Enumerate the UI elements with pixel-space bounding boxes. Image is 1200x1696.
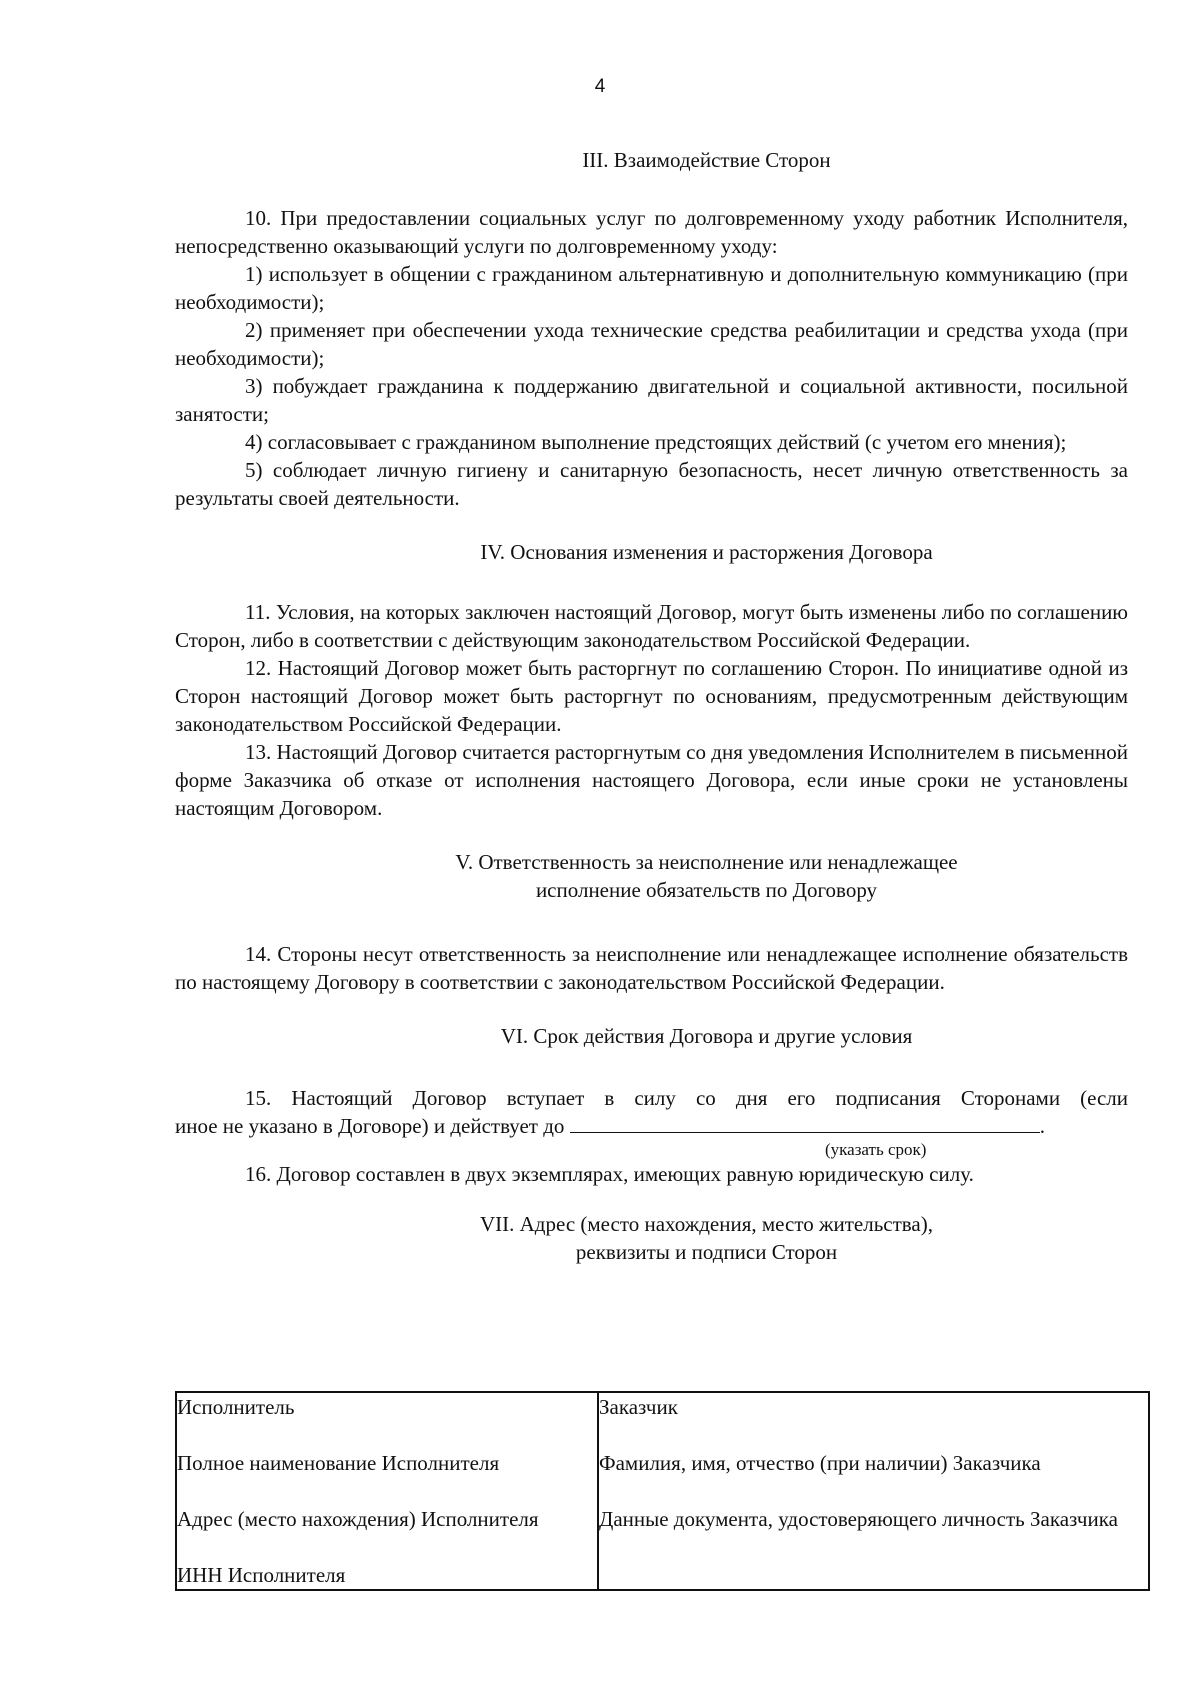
clause-10-item-1: 1) использует в общении с гражданином альтернативную и дополнительную коммуникацию (при необходимости); <box>175 262 1128 314</box>
term-hint: (указать срок) <box>825 1140 927 1159</box>
clause-15-period: . <box>1039 1114 1045 1138</box>
customer-document: Данные документа, удостоверяющего личность Заказчика <box>599 1507 1118 1531</box>
document-body <box>175 146 1128 1296</box>
clause-16: 16. Договор составлен в двух экземплярах, имеющих равную юридическую силу. <box>245 1162 974 1186</box>
clause-11: 11. Условия, на которых заключен настоящий Договор, могут быть изменены либо по соглашению Сторон, либо в соответствии с действующим законодательством Российской Федерации. <box>175 600 1128 652</box>
customer-full-name: Фамилия, имя, отчество (при наличии) Заказчика <box>599 1451 1041 1475</box>
section-3-title: III. Взаимодействие Сторон <box>582 148 831 172</box>
page-number: 4 <box>594 76 606 97</box>
clause-10-item-5: 5) соблюдает личную гигиену и санитарную безопасность, несет личную ответственность за результаты своей деятельности. <box>175 458 1128 510</box>
customer-header: Заказчик <box>599 1395 678 1419</box>
clause-14: 14. Стороны несут ответственность за неисполнение или ненадлежащее исполнение обязательств по настоящему Договору в соответствии с законодательством Российской Федерации. <box>175 942 1128 994</box>
section-5-title-line-1: V. Ответственность за неисполнение или ненадлежащее <box>455 850 958 874</box>
section-7-title-line-1: VII. Адрес (место нахождения, место жительства), <box>479 1212 933 1236</box>
customer-column <box>598 1392 1149 1590</box>
term-fill-line[interactable] <box>570 1112 1040 1133</box>
clause-15-line-2-text: иное не указано в Договоре) и действует до <box>175 1114 565 1138</box>
section-5-title-line-2: исполнение обязательств по Договору <box>535 878 878 902</box>
executor-address: Адрес (место нахождения) Исполнителя <box>177 1507 539 1531</box>
executor-inn: ИНН Исполнителя <box>177 1563 346 1587</box>
clause-10-item-3: 3) побуждает гражданина к поддержанию двигательной и социальной активности, посильной занятости; <box>175 374 1128 426</box>
executor-column <box>176 1392 598 1590</box>
clause-10-item-4: 4) согласовывает с гражданином выполнение предстоящих действий (с учетом его мнения); <box>245 430 1067 454</box>
clause-12: 12. Настоящий Договор может быть расторгнут по соглашению Сторон. По инициативе одной из Сторон настоящий Договор может быть расторгнут по основаниям, предусмотренным действующим законодательством Российской Федерации. <box>175 656 1128 736</box>
signature-table <box>175 1391 1150 1591</box>
section-6-title: VI. Срок действия Договора и другие условия <box>500 1024 913 1048</box>
section-7-title-line-2: реквизиты и подписи Сторон <box>575 1240 838 1264</box>
executor-header: Исполнитель <box>177 1395 295 1419</box>
executor-full-name: Полное наименование Исполнителя <box>177 1451 500 1475</box>
section-4-title: IV. Основания изменения и расторжения Договора <box>480 540 933 564</box>
clause-13: 13. Настоящий Договор считается расторгнутым со дня уведомления Исполнителем в письменной форме Заказчика об отказе от исполнения настоящего Договора, если иные сроки не установлены настоящим Договором. <box>175 740 1128 820</box>
clause-10-item-2: 2) применяет при обеспечении ухода технические средства реабилитации и средства ухода (при необходимости); <box>175 318 1128 370</box>
clause-15-line-1: 15. Настоящий Договор вступает в силу со дня его подписания Сторонами (если <box>245 1086 1128 1110</box>
clause-10: 10. При предоставлении социальных услуг по долговременному уходу работник Исполнителя, непосредственно оказывающий услуги по долговременному уходу: <box>175 206 1128 258</box>
clause-15-line-2 <box>175 1112 1128 1140</box>
